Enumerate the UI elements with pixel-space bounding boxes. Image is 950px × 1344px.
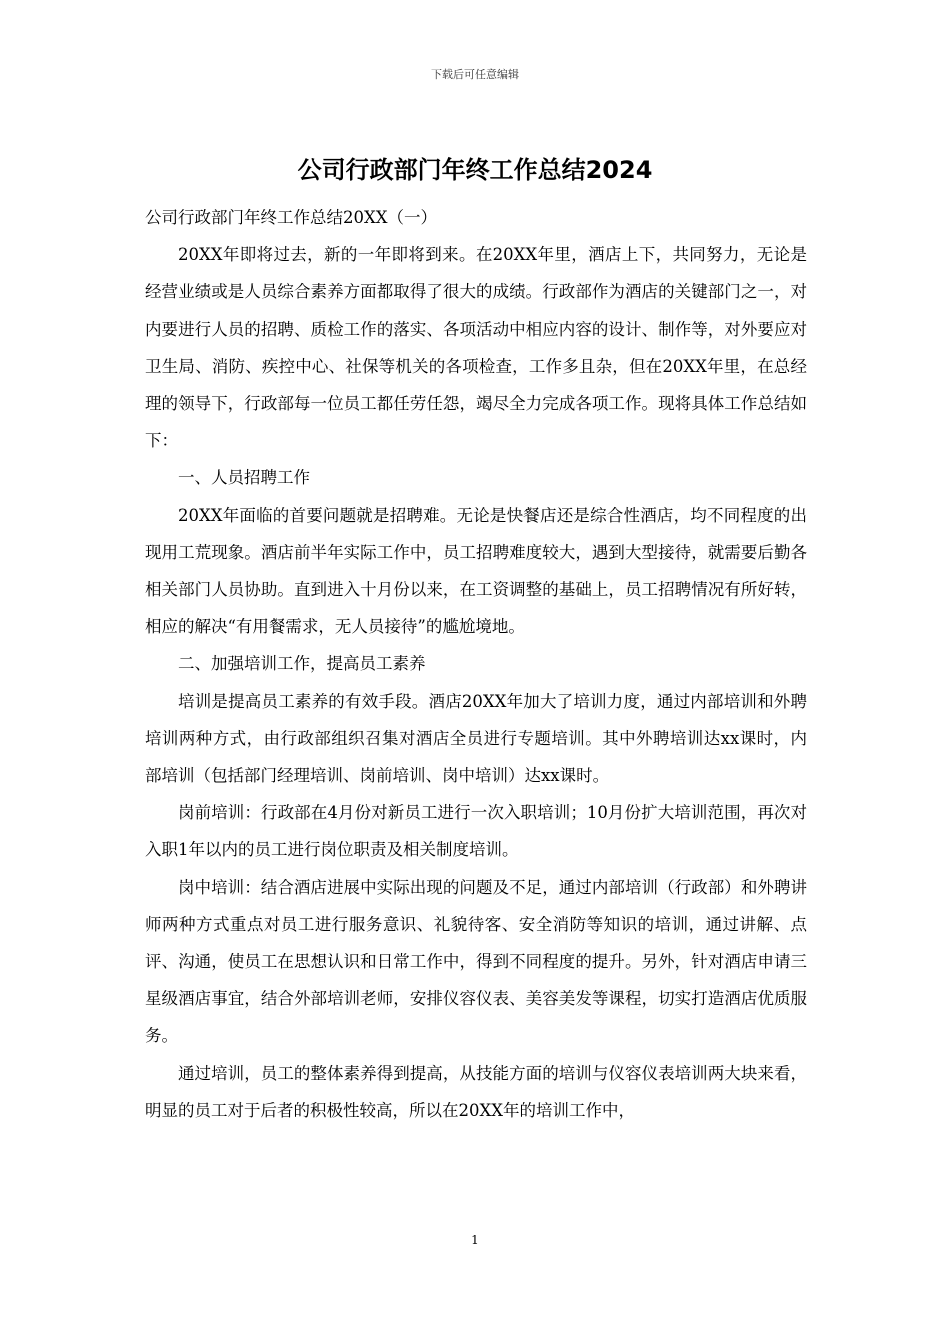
paragraph-recruitment: 20XX年面临的首要问题就是招聘难。无论是快餐店还是综合性酒店，均不同程度的出现用工荒现象。酒店前半年实际工作中，员工招聘难度较大，遇到大型接待，就需要后勤各相关部门人员协助。直到进入十月份以来，在工资调整的基础上，员工招聘情况有所好转，相应的解决“有用餐需求，无人员接待”的尴尬境地。	[145, 505, 807, 637]
document-subtitle: 公司行政部门年终工作总结20XX（一）	[145, 208, 437, 227]
document-title: 公司行政部门年终工作总结2024	[297, 156, 653, 184]
section-heading-recruitment: 一、人员招聘工作	[178, 468, 310, 488]
paragraph-pre-job-training: 岗前培训：行政部在4月份对新员工进行一次入职培训；10月份扩大培训范围，再次对入职1年以内的员工进行岗位职责及相关制度培训。	[145, 803, 807, 860]
page-header-note: 下载后可任意编辑	[431, 68, 519, 81]
paragraph-training-overview: 培训是提高员工素养的有效手段。酒店20XX年加大了培训力度，通过内部培训和外聘培训两种方式，由行政部组织召集对酒店全员进行专题培训。其中外聘培训达xx课时，内部培训（包括部门经理培训、岗前培训、岗中培训）达xx课时。	[145, 691, 807, 786]
paragraph-on-job-training: 岗中培训：结合酒店进展中实际出现的问题及不足，通过内部培训（行政部）和外聘讲师两种方式重点对员工进行服务意识、礼貌待客、安全消防等知识的培训，通过讲解、点评、沟通，使员工在思想认识和日常工作中，得到不同程度的提升。另外，针对酒店申请三星级酒店事宜，结合外部培训老师，安排仪容仪表、美容美发等课程，切实打造酒店优质服务。	[145, 877, 807, 1046]
paragraph-intro: 20XX年即将过去，新的一年即将到来。在20XX年里，酒店上下，共同努力，无论是经营业绩或是人员综合素养方面都取得了很大的成绩。行政部作为酒店的关键部门之一，对内要进行人员的招聘、质检工作的落实、各项活动中相应内容的设计、制作等，对外要应对卫生局、消防、疾控中心、社保等机关的各项检查，工作多且杂，但在20XX年里，在总经理的领导下，行政部每一位员工都任劳任怨，竭尽全力完成各项工作。现将具体工作总结如下：	[145, 245, 807, 451]
paragraph-training-results: 通过培训，员工的整体素养得到提高，从技能方面的培训与仪容仪表培训两大块来看，明显的员工对于后者的积极性较高，所以在20XX年的培训工作中，	[145, 1063, 807, 1120]
document-body	[145, 199, 807, 1129]
page-number: 1	[471, 1233, 479, 1247]
section-heading-training: 二、加强培训工作，提高员工素养	[178, 654, 426, 674]
